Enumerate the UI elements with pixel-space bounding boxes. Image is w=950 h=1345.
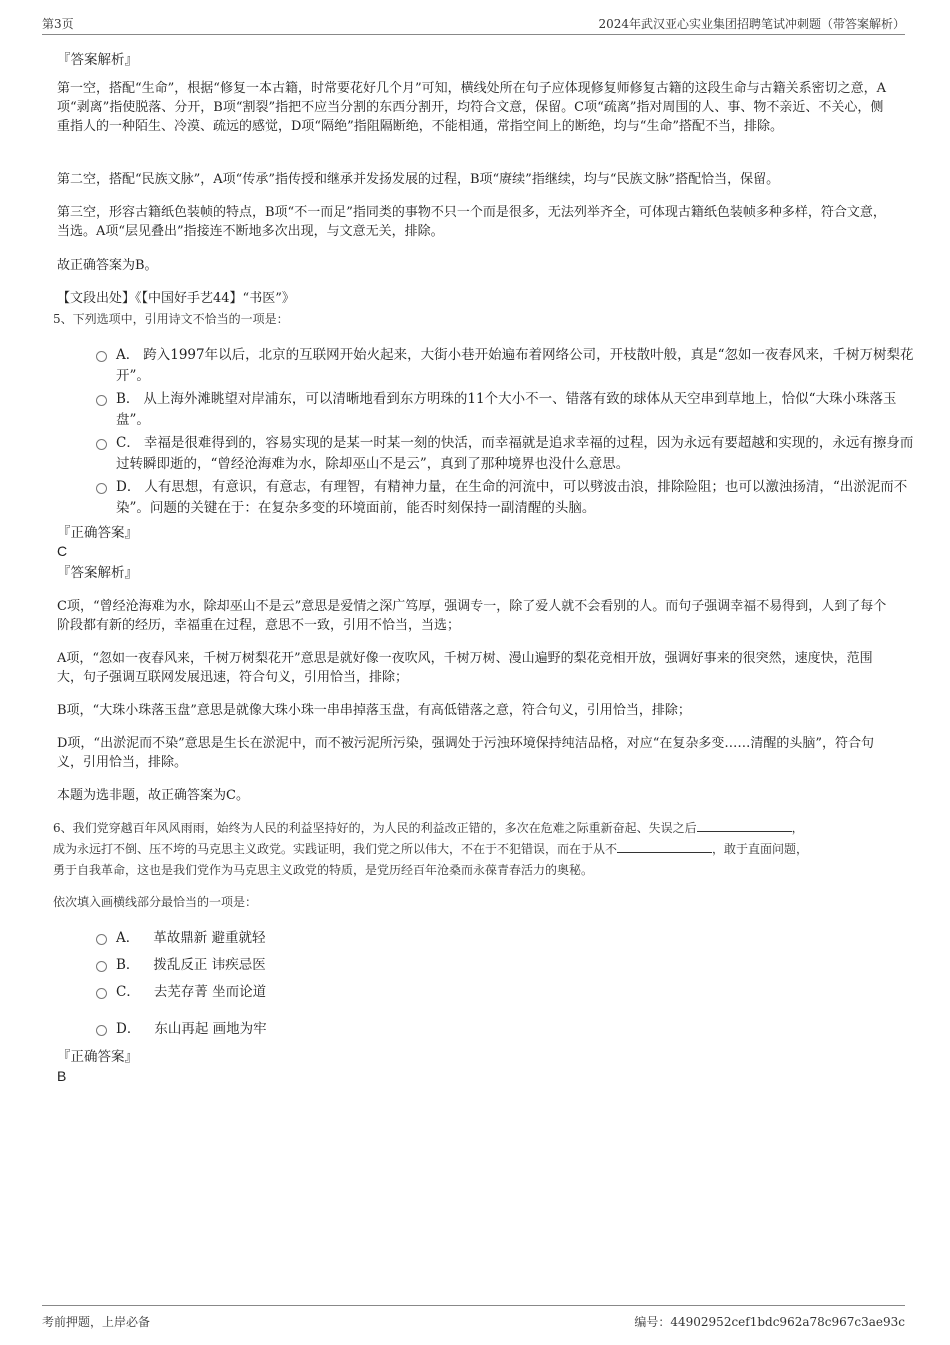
radio-button[interactable] — [96, 961, 107, 972]
option-text: 拨乱反正 讳疾忌医 — [153, 957, 266, 973]
q5-option-b[interactable] — [94, 389, 916, 431]
page-header — [42, 14, 905, 35]
q5-correct-answer: C — [57, 543, 68, 559]
q6-option-d[interactable] — [94, 1019, 516, 1040]
option-letter: C． — [116, 435, 140, 451]
q5-explanation-d: D项，“出淤泥而不染”意思是生长在淤泥中，而不被污泥所污染，强调处于污浊环境保持纯洁品格，对应“在复杂多变……清醒的头脑”，符合句义，引用恰当，排除。 — [57, 736, 875, 770]
q6-correct-answer: B — [57, 1068, 67, 1084]
radio-button[interactable] — [96, 351, 107, 362]
option-text: 去芜存菁 坐而论道 — [153, 984, 267, 1000]
answer-blank — [617, 840, 712, 853]
q5-option-a[interactable] — [94, 345, 916, 387]
q5-explanation-b: B项，“大珠小珠落玉盘”意思是就像大珠小珠一串串掉落玉盘，有高低错落之意，符合句义，引用恰当，排除； — [57, 703, 691, 718]
q6-option-a[interactable] — [94, 928, 516, 949]
q5-conclusion: 本题为选非题，故正确答案为C。 — [57, 788, 249, 803]
q6-stem-line2: 成为永远打不倒、压不垮的马克思主义政党。实践证明，我们党之所以伟大，不在于不犯错误，而在于从不 — [53, 842, 618, 856]
option-letter: A． — [116, 347, 140, 363]
q5-correct-heading: 『正确答案』 — [57, 525, 138, 541]
option-text: 从上海外滩眺望对岸浦东，可以清晰地看到东方明珠的11个大小不一、错落有致的球体从天空串到草地上，恰似“大珠小珠落玉盘”。 — [116, 391, 897, 428]
q6-option-c[interactable] — [94, 982, 516, 1003]
option-text: 人有思想，有意识，有意志，有理智，有精神力量，在生命的河流中，可以劈波击浪，排除险阻；也可以激浊扬清，“出淤泥而不染”。问题的关键在于：在复杂多变的环境面前，能否时刻保持一副清醒的头脑。 — [116, 479, 908, 516]
option-letter: D． — [116, 479, 141, 495]
option-letter: B． — [116, 957, 140, 973]
q5-explanation-c: C项，“曾经沧海难为水，除却巫山不是云”意思是爱情之深广笃厚，强调专一，除了爱人就不会看别的人。而句子强调幸福不易得到，人到了每个阶段都有新的经历，幸福重在过程，意思不一致，引用不恰当，当选； — [57, 599, 887, 633]
page-number: 第3页 — [42, 17, 74, 31]
q5-option-c[interactable] — [94, 433, 916, 475]
option-text: 跨入1997年以后，北京的互联网开始火起来，大街小巷开始遍布着网络公司，开枝散叶般，真是“忽如一夜春风来，千树万树梨花开”。 — [116, 347, 914, 384]
option-text: 东山再起 画地为牢 — [154, 1021, 267, 1037]
option-letter: C． — [116, 984, 140, 1000]
q6-option-b[interactable] — [94, 955, 516, 976]
footer-slogan: 考前押题，上岸必备 — [42, 1315, 151, 1329]
q4-explanation-p1: 第一空，搭配“生命”，根据“修复一本古籍，时常要花好几个月”可知，横线处所在句子应体现修复师修复古籍的这段生命与古籍关系密切之意，A项“剥离”指使脱落、分开，B项“割裂”指把不应当分割的东西分割开，均符合文意，保留。C项“疏离”指对周围的人、事、物不亲近、不关心，侧重指人的一种陌生、冷漠、疏远的感觉，D项“隔绝”指阻隔断绝，不能相通，常指空间上的断绝，均与“生命”搭配不当，排除。 — [57, 81, 886, 134]
option-text: 幸福是很难得到的，容易实现的是某一时某一刻的快活，而幸福就是追求幸福的过程，因为永远有要超越和实现的，永远有擦身而过转瞬即逝的，“曾经沧海难为水，除却巫山不是云”，真到了那种境界也没什么意思。 — [116, 435, 914, 472]
q5-explanation-a: A项，“忽如一夜春风来，千树万树梨花开”意思是就好像一夜吹风，千树万树、漫山遍野的梨花竞相开放，强调好事来的很突然，速度快，范围大，句子强调互联网发展迅速，符合句义，引用恰当，排除； — [57, 651, 873, 685]
document-title: 2024年武汉亚心实业集团招聘笔试冲刺题（带答案解析） — [598, 17, 905, 31]
q5-explanation-heading: 『答案解析』 — [57, 565, 138, 581]
radio-button[interactable] — [96, 439, 107, 450]
option-letter: A． — [116, 930, 140, 946]
radio-button[interactable] — [96, 1025, 107, 1036]
radio-button[interactable] — [96, 483, 107, 494]
q6-stem-line2-end: ，敢于直面问题， — [712, 842, 809, 856]
option-letter: B． — [116, 391, 140, 407]
radio-button[interactable] — [96, 988, 107, 999]
q6-stem — [53, 818, 903, 881]
q6-stem-line3: 勇于自我革命，这也是我们党作为马克思主义政党的特质，是党历经百年沧桑而永葆青春活力的奥秘。 — [53, 863, 594, 877]
q4-explanation-p3: 第三空，形容古籍纸色装帧的特点，B项“不一而足”指同类的事物不只一个而是很多，无法列举齐全，可体现古籍纸色装帧多种多样，符合文意，当选。A项“层见叠出”指接连不断地多次出现，与文意无关，排除。 — [57, 205, 886, 239]
q6-stem-line1-end: ， — [791, 821, 804, 835]
document-serial: 编号：44902952cef1bdc962a78c967c3ae93c — [634, 1315, 905, 1329]
radio-button[interactable] — [96, 934, 107, 945]
q4-explanation-heading: 『答案解析』 — [57, 52, 138, 68]
q4-source: 【文段出处】《【中国好手艺44】“书医”》 — [57, 291, 295, 306]
option-letter: D． — [116, 1021, 141, 1037]
q5-stem: 5、下列选项中，引用诗文不恰当的一项是： — [53, 312, 289, 326]
q5-option-d[interactable] — [94, 477, 916, 519]
q4-conclusion: 故正确答案为B。 — [57, 258, 158, 273]
q6-stem-line1: 6、我们党穿越百年风风雨雨，始终为人民的利益坚持好的，为人民的利益改正错的，多次在危难之际重新奋起、失误之后 — [53, 821, 697, 835]
option-text: 革故鼎新 避重就轻 — [153, 930, 266, 946]
answer-blank — [697, 819, 792, 832]
radio-button[interactable] — [96, 395, 107, 406]
q6-prompt: 依次填入画横线部分最恰当的一项是： — [53, 895, 258, 909]
q6-correct-heading: 『正确答案』 — [57, 1049, 138, 1065]
q4-explanation-p2: 第二空，搭配“民族文脉”，A项“传承”指传授和继承并发扬发展的过程，B项“赓续”指继续，均与“民族文脉”搭配恰当，保留。 — [57, 172, 780, 187]
page-footer — [42, 1305, 905, 1329]
